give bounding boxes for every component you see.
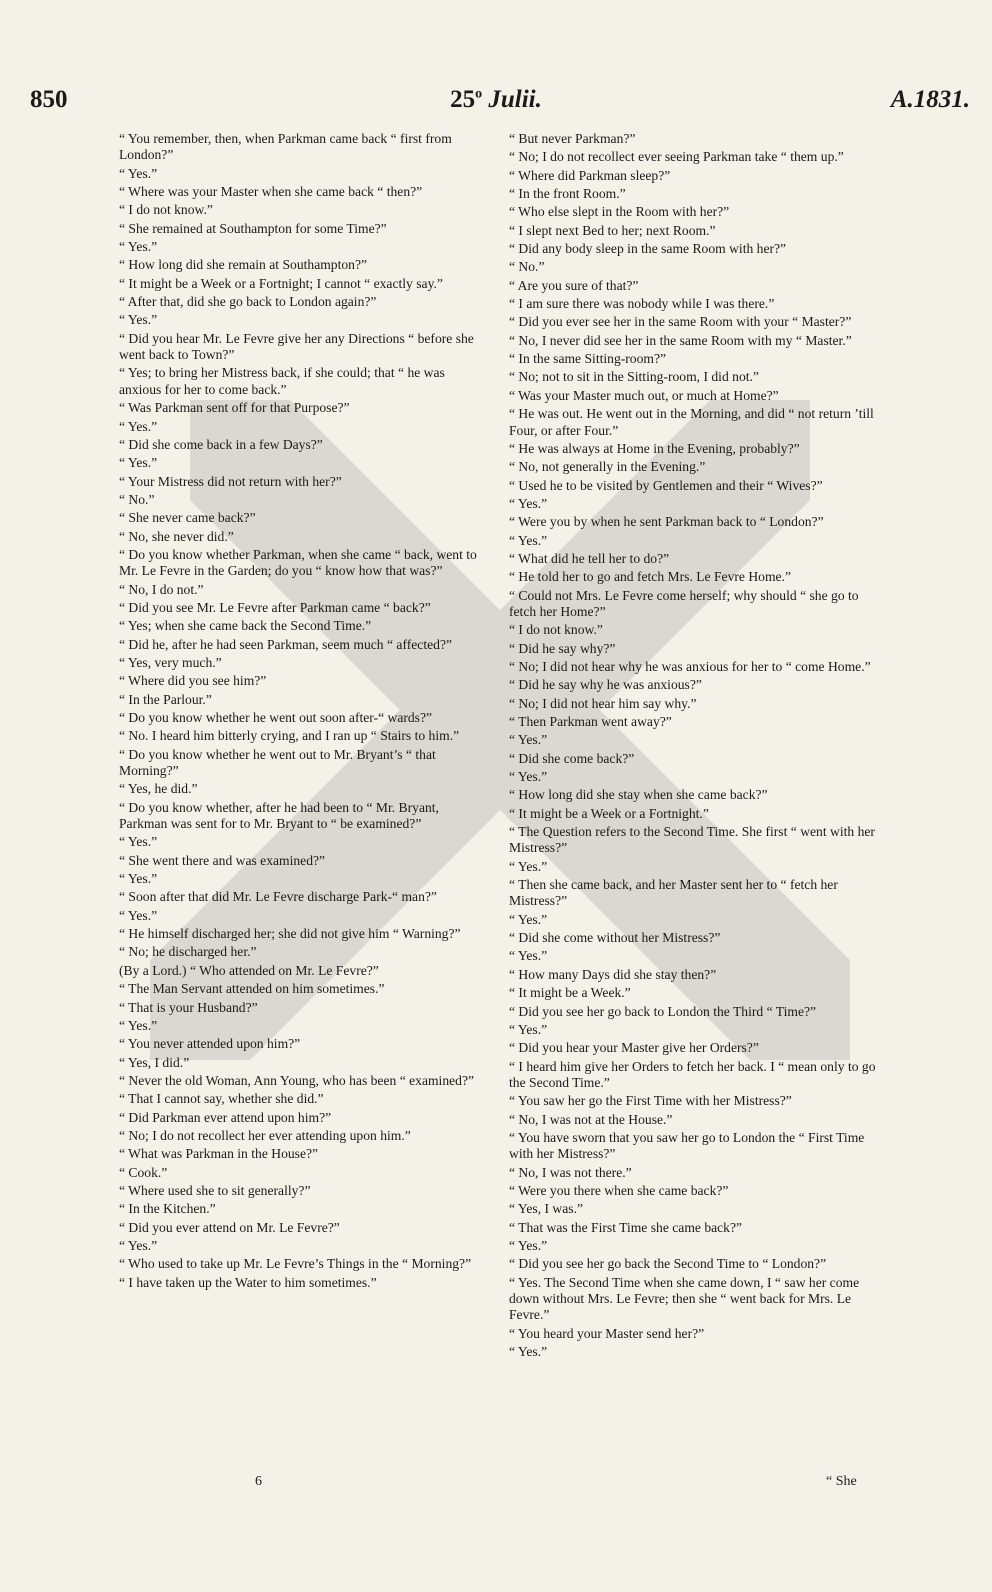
paragraph: “ Did Parkman ever attend upon him?” [119, 1109, 332, 1125]
paragraph: “ Do you know whether Parkman, when she came “ back, went to Mr. Le Fevre in the Garden; do you “ know how that was?” [119, 546, 477, 579]
paragraph: “ Yes.” [509, 1344, 548, 1360]
date-month: Julii. [488, 86, 542, 113]
paragraph: “ Yes, I did.” [119, 1054, 190, 1070]
paragraph: “ In the front Room.” [509, 186, 626, 202]
paragraph: “ Yes, I was.” [509, 1201, 584, 1217]
paragraph: “ Then she came back, and her Master sent her to “ fetch her Mistress?” [509, 877, 838, 909]
paragraph: “ Yes.” [119, 312, 158, 328]
paragraph: “ That I cannot say, whether she did.” [119, 1091, 324, 1107]
paragraph: “ I slept next Bed to her; next Room.” [509, 222, 716, 238]
left-column [119, 131, 489, 1293]
paragraph: “ What did he tell her to do?” [509, 550, 670, 566]
paragraph: “ That was the First Time she came back?” [509, 1219, 743, 1235]
paragraph: “ Yes.” [509, 1237, 548, 1253]
paragraph: “ Where was your Master when she came back “ then?” [119, 184, 423, 200]
paragraph: “ It might be a Week or a Fortnight; I cannot “ exactly say.” [119, 275, 443, 291]
paragraph: “ Did he say why?” [509, 640, 616, 656]
paragraph: “ You heard your Master send her?” [509, 1325, 705, 1341]
paragraph: “ No.” [119, 491, 155, 507]
paragraph: “ She went there and was examined?” [119, 852, 326, 868]
paragraph: “ Did she come back?” [509, 750, 635, 766]
paragraph: “ You have sworn that you saw her go to London the “ First Time with her Mistress?” [509, 1129, 865, 1162]
paragraph: “ Yes, he did.” [119, 781, 198, 797]
paragraph: “ Yes.” [509, 911, 548, 927]
paragraph: “ In the Parlour.” [119, 691, 212, 707]
paragraph: “ No; he discharged her.” [119, 944, 257, 960]
paragraph: “ Who used to take up Mr. Le Fevre’s Things in the “ Morning?” [119, 1256, 472, 1272]
paragraph: “ I have taken up the Water to him sometimes.” [119, 1274, 377, 1290]
paragraph: “ She remained at Southampton for some Time?” [119, 220, 387, 236]
paragraph: “ After that, did she go back to London again?” [119, 294, 377, 310]
right-column [509, 131, 879, 1362]
paragraph: “ Were you there when she came back?” [509, 1182, 729, 1198]
paragraph: “ Do you know whether he went out soon after-“ wards?” [119, 710, 433, 725]
paragraph: “ Never the old Woman, Ann Young, who has been “ examined?” [119, 1072, 475, 1088]
paragraph: “ That is your Husband?” [119, 999, 258, 1015]
paragraph: “ Do you know whether he went out to Mr. Bryant’s “ that Morning?” [119, 746, 436, 779]
paragraph: “ Did you see her go back the Second Time to “ London?” [509, 1256, 827, 1272]
paragraph: “ She never came back?” [119, 510, 256, 526]
paragraph: “ Did you hear Mr. Le Fevre give her any Directions “ before she went back to Town?” [119, 330, 474, 363]
paragraph: “ Where used she to sit generally?” [119, 1182, 311, 1198]
paragraph: “ Did he, after he had seen Parkman, seem much “ affected?” [119, 636, 453, 652]
paragraph: “ Do you know whether, after he had been to “ Mr. Bryant, Parkman was sent for to Mr. Bryant to “ be examined?” [119, 799, 439, 832]
paragraph: “ Where did you see him?” [119, 673, 267, 689]
page-number: 850 [30, 86, 68, 113]
paragraph: “ No, she never did.” [119, 528, 234, 544]
paragraph: “ Was your Master much out, or much at Home?” [509, 387, 779, 403]
paragraph: “ Did you see her go back to London the Third “ Time?” [509, 1003, 817, 1019]
paragraph: “ Are you sure of that?” [509, 277, 639, 293]
paragraph: “ No; I do not recollect her ever attending upon him.” [119, 1127, 411, 1143]
paragraph: “ I heard him give her Orders to fetch her back. I “ mean only to go the Second Time.” [509, 1058, 876, 1090]
paragraph: “ No; I did not hear why he was anxious for her to “ come Home.” [509, 658, 871, 674]
paragraph: “ Your Mistress did not return with her?” [119, 473, 342, 489]
paragraph: “ He himself discharged her; she did not give him “ Warning?” [119, 926, 461, 942]
paragraph: “ He told her to go and fetch Mrs. Le Fevre Home.” [509, 569, 791, 585]
paragraph: “ You saw her go the First Time with her Mistress?” [509, 1093, 792, 1109]
date-day: 25 [450, 86, 476, 113]
paragraph: “ Did you hear your Master give her Orders?” [509, 1040, 759, 1056]
paragraph: “ Did she come back in a few Days?” [119, 436, 323, 452]
paragraph: “ Yes. The Second Time when she came down, I “ saw her come down without Mrs. Le Fevre; then she “ went back for Mrs. Le Fevre.” [509, 1274, 860, 1323]
paragraph: “ The Man Servant attended on him sometimes.” [119, 981, 385, 997]
paragraph: “ It might be a Week.” [509, 985, 631, 1001]
page-header [0, 86, 992, 126]
paragraph: “ Yes.” [509, 732, 548, 748]
paragraph: “ No; I did not hear him say why.” [509, 695, 697, 711]
paragraph: “ Did you see Mr. Le Fevre after Parkman came “ back?” [119, 599, 431, 615]
paragraph: “ Yes.” [119, 239, 158, 255]
paragraph: “ Yes.” [119, 1017, 158, 1033]
paragraph: “ How long did she remain at Southampton?” [119, 257, 368, 273]
paragraph: “ How many Days did she stay then?” [509, 966, 717, 982]
paragraph: “ Yes.” [509, 495, 548, 511]
paragraph: “ Yes.” [119, 418, 158, 434]
paragraph: “ Who else slept in the Room with her?” [509, 204, 730, 220]
paragraph: “ What was Parkman in the House?” [119, 1146, 319, 1162]
paragraph: “ No, I do not.” [119, 581, 204, 597]
catchword: “ She [826, 1474, 857, 1489]
paragraph: “ Could not Mrs. Le Fevre come herself; why should “ she go to fetch her Home?” [509, 587, 859, 619]
paragraph: “ Yes.” [119, 834, 158, 850]
paragraph: “ Were you by when he sent Parkman back to “ London?” [509, 514, 824, 530]
paragraph: “ No, I was not there.” [509, 1164, 632, 1180]
paragraph: “ Soon after that did Mr. Le Fevre discharge Park-“ man?” [119, 889, 437, 905]
paragraph: “ Yes.” [509, 532, 548, 548]
paragraph: “ Yes.” [119, 455, 158, 471]
paragraph: “ Yes.” [509, 858, 548, 874]
paragraph: “ Yes, very much.” [119, 654, 222, 670]
paragraph: “ Yes.” [119, 871, 158, 887]
paragraph: “ How long did she stay when she came back?” [509, 787, 768, 803]
paragraph: “ In the same Sitting-room?” [509, 351, 667, 367]
page-date [0, 86, 992, 114]
paragraph: “ Where did Parkman sleep?” [509, 167, 671, 183]
paragraph: “ No, I was not at the House.” [509, 1111, 673, 1127]
paragraph: “ I do not know.” [509, 622, 603, 638]
paragraph: “ Did you ever see her in the same Room with your “ Master?” [509, 314, 852, 330]
paragraph: “ No, I never did see her in the same Room with my “ Master.” [509, 332, 852, 348]
paragraph: “ Yes.” [509, 948, 548, 964]
paragraph: “ You remember, then, when Parkman came back “ first from London?” [119, 131, 452, 163]
paragraph: “ Yes; when she came back the Second Time.” [119, 618, 372, 634]
paragraph: “ Yes.” [509, 769, 548, 785]
signature-mark: 6 [255, 1474, 262, 1489]
paragraph: “ Was Parkman sent off for that Purpose?” [119, 400, 350, 416]
paragraph: “ Yes.” [119, 907, 158, 923]
paragraph: “ He was out. He went out in the Morning, and did “ not return ’till Four, or after Four.” [509, 406, 874, 438]
paragraph: “ Yes.” [119, 165, 158, 181]
paragraph: (By a Lord.) “ Who attended on Mr. Le Fevre?” [119, 962, 379, 978]
paragraph: “ Then Parkman went away?” [509, 714, 672, 729]
paragraph: “ Yes.” [119, 1237, 158, 1253]
paragraph: “ Used he to be visited by Gentlemen and their “ Wives?” [509, 477, 823, 493]
paragraph: “ You never attended upon him?” [119, 1036, 301, 1052]
paragraph: “ Yes.” [509, 1021, 548, 1037]
paragraph: “ No; I do not recollect ever seeing Parkman take “ them up.” [509, 149, 844, 165]
paragraph: “ I am sure there was nobody while I was there.” [509, 296, 775, 312]
paragraph: “ Did you ever attend on Mr. Le Fevre?” [119, 1219, 340, 1235]
paragraph: “ The Question refers to the Second Time. She first “ went with her Mistress?” [509, 824, 875, 856]
paragraph: “ In the Kitchen.” [119, 1201, 216, 1217]
paragraph: “ Cook.” [119, 1164, 168, 1180]
paragraph: “ No. I heard him bitterly crying, and I ran up “ Stairs to him.” [119, 728, 460, 744]
paragraph: “ No, not generally in the Evening.” [509, 459, 706, 475]
paragraph: “ It might be a Week or a Fortnight.” [509, 805, 709, 821]
paragraph: “ Did any body sleep in the same Room with her?” [509, 241, 787, 257]
paragraph: “ Yes; to bring her Mistress back, if she could; that “ he was anxious for her to come back.” [119, 365, 445, 397]
paragraph: “ No; not to sit in the Sitting-room, I did not.” [509, 369, 759, 385]
paragraph: “ No.” [509, 259, 545, 275]
paragraph: “ But never Parkman?” [509, 131, 636, 146]
paragraph: “ I do not know.” [119, 202, 213, 218]
page-year: A.1831. [890, 86, 970, 113]
paragraph: “ Did he say why he was anxious?” [509, 677, 702, 693]
paragraph: “ He was always at Home in the Evening, probably?” [509, 440, 800, 456]
date-superscript: o [475, 86, 483, 102]
paragraph: “ Did she come without her Mistress?” [509, 930, 721, 946]
